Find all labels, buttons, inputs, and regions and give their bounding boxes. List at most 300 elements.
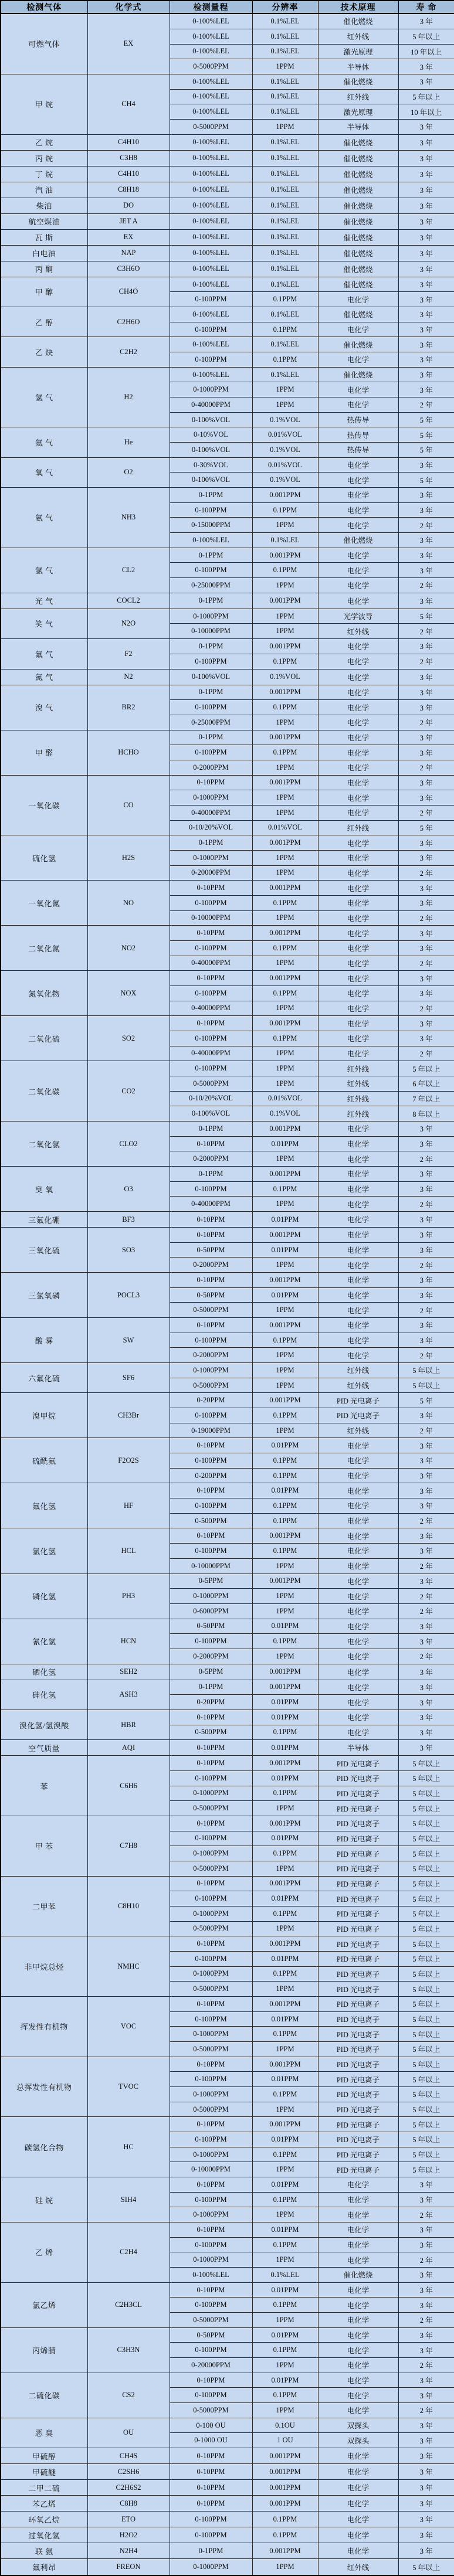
lifespan-cell: 3 年 bbox=[398, 775, 454, 790]
chemical-formula-cell: C2SH6 bbox=[87, 2464, 170, 2480]
chemical-formula-cell: SO3 bbox=[87, 1228, 170, 1273]
principle-cell: 电化学 bbox=[318, 457, 398, 473]
table-row bbox=[1, 1228, 454, 1243]
range-cell: 0-40000PPM bbox=[170, 1197, 252, 1212]
principle-cell: 电化学 bbox=[318, 700, 398, 715]
range-cell: 0-100%LEL bbox=[170, 182, 252, 198]
table-row bbox=[1, 2418, 454, 2433]
lifespan-cell: 3 年 bbox=[398, 292, 454, 307]
principle-cell: 电化学 bbox=[318, 1318, 398, 1333]
chemical-formula-cell: HBR bbox=[87, 1710, 170, 1739]
range-cell: 0-10PPM bbox=[170, 1273, 252, 1288]
range-cell: 0-10PPM bbox=[170, 2448, 252, 2464]
resolution-cell: 0.001PPM bbox=[252, 1664, 318, 1680]
range-cell: 0-1PPM bbox=[170, 1122, 252, 1137]
range-cell: 0-10%VOL bbox=[170, 427, 252, 443]
table-row bbox=[1, 881, 454, 896]
resolution-cell: 0.01PPM bbox=[252, 1710, 318, 1725]
principle-cell: 电化学 bbox=[318, 985, 398, 1001]
resolution-cell: 1PPM bbox=[252, 956, 318, 971]
range-cell: 0-100PPM bbox=[170, 1831, 252, 1846]
resolution-cell: 0.1%VOL bbox=[252, 669, 318, 685]
table-row bbox=[1, 166, 454, 182]
lifespan-cell: 3 年 bbox=[398, 1528, 454, 1544]
lifespan-cell: 3 年 bbox=[398, 548, 454, 563]
range-cell: 0-100PPM bbox=[170, 1061, 252, 1076]
principle-cell: 电化学 bbox=[318, 745, 398, 760]
chemical-formula-cell: EX bbox=[87, 229, 170, 245]
principle-cell: 电化学 bbox=[318, 1528, 398, 1544]
principle-cell: 电化学 bbox=[318, 1603, 398, 1619]
principle-cell: 催化燃烧 bbox=[318, 277, 398, 292]
resolution-cell: 0.001PPM bbox=[252, 971, 318, 986]
range-cell: 0-50PPM bbox=[170, 2327, 252, 2343]
range-cell: 0-100%LEL bbox=[170, 2268, 252, 2283]
range-cell: 0-1000PPM bbox=[170, 1906, 252, 1921]
resolution-cell: 0.01PPM bbox=[252, 1483, 318, 1498]
principle-cell: 红外线 bbox=[318, 2559, 398, 2575]
lifespan-cell: 2 年 bbox=[398, 715, 454, 730]
resolution-cell: 0.001PPM bbox=[252, 2543, 318, 2559]
lifespan-cell: 5 年以上 bbox=[398, 1936, 454, 1952]
range-cell: 0-100%LEL bbox=[170, 229, 252, 245]
gas-name-cell: 笑 气 bbox=[1, 609, 87, 638]
resolution-cell: 1PPM bbox=[252, 1001, 318, 1016]
lifespan-cell: 3 年 bbox=[398, 1468, 454, 1483]
resolution-cell: 0.01PPM bbox=[252, 1136, 318, 1151]
chemical-formula-cell: C4H10 bbox=[87, 134, 170, 150]
lifespan-cell: 3 年 bbox=[398, 1408, 454, 1423]
resolution-cell: 1PPM bbox=[252, 1197, 318, 1212]
resolution-cell: 1PPM bbox=[252, 1423, 318, 1438]
lifespan-cell: 3 年 bbox=[398, 1318, 454, 1333]
lifespan-cell: 5 年 bbox=[398, 412, 454, 427]
resolution-cell: 1PPM bbox=[252, 2102, 318, 2117]
range-cell: 0-100PPM bbox=[170, 563, 252, 578]
resolution-cell: 0.1PPM bbox=[252, 2343, 318, 2358]
resolution-cell: 1PPM bbox=[252, 760, 318, 775]
principle-cell: 电化学 bbox=[318, 1181, 398, 1197]
lifespan-cell: 3 年 bbox=[398, 730, 454, 745]
lifespan-cell: 3 年 bbox=[398, 13, 454, 29]
chemical-formula-cell: C4H10 bbox=[87, 166, 170, 182]
resolution-cell: 0.1PPM bbox=[252, 1333, 318, 1348]
lifespan-cell: 5 年以上 bbox=[398, 1951, 454, 1966]
resolution-cell: 0.1PPM bbox=[252, 940, 318, 956]
table-row bbox=[1, 2480, 454, 2496]
principle-cell: 电化学 bbox=[318, 654, 398, 669]
lifespan-cell: 3 年 bbox=[398, 59, 454, 74]
principle-cell: 电化学 bbox=[318, 1303, 398, 1318]
range-cell: 0-100PPM bbox=[170, 985, 252, 1001]
gas-name-cell: 磷化氢 bbox=[1, 1574, 87, 1619]
lifespan-cell: 3 年 bbox=[398, 1242, 454, 1258]
gas-name-cell: 三氯氧磷 bbox=[1, 1273, 87, 1318]
resolution-cell: 0.1%VOL bbox=[252, 473, 318, 488]
principle-cell: 电化学 bbox=[318, 1438, 398, 1453]
table-row bbox=[1, 213, 454, 229]
lifespan-cell: 3 年 bbox=[398, 1498, 454, 1514]
principle-cell: 红外线 bbox=[318, 1061, 398, 1076]
table-row bbox=[1, 2559, 454, 2575]
chemical-formula-cell: C2H6S2 bbox=[87, 2480, 170, 2496]
resolution-cell: 1PPM bbox=[252, 1603, 318, 1619]
principle-cell: PID 光电离子 bbox=[318, 1408, 398, 1423]
range-cell: 0-20PPM bbox=[170, 1695, 252, 1710]
resolution-cell: 0.1%LEL bbox=[252, 44, 318, 59]
lifespan-cell: 3 年 bbox=[398, 835, 454, 851]
range-cell: 0-1000PPM bbox=[170, 382, 252, 397]
gas-name-cell: 溴化氢/氢溴酸 bbox=[1, 1710, 87, 1739]
resolution-cell: 0.1PPM bbox=[252, 1453, 318, 1469]
principle-cell: PID 光电离子 bbox=[318, 1846, 398, 1861]
chemical-formula-cell: C2H6O bbox=[87, 307, 170, 337]
chemical-formula-cell: O3 bbox=[87, 1167, 170, 1212]
range-cell: 0-100PPM bbox=[170, 654, 252, 669]
principle-cell: 电化学 bbox=[318, 1483, 398, 1498]
chemical-formula-cell: VOC bbox=[87, 1997, 170, 2057]
resolution-cell: 1PPM bbox=[252, 1303, 318, 1318]
resolution-cell: 0.01PPM bbox=[252, 2132, 318, 2147]
gas-name-cell: 溴 气 bbox=[1, 685, 87, 730]
gas-name-cell: 苯 bbox=[1, 1756, 87, 1816]
resolution-cell: 1PPM bbox=[252, 609, 318, 624]
range-cell: 0-10PPM bbox=[170, 2464, 252, 2480]
resolution-cell: 0.001PPM bbox=[252, 2448, 318, 2464]
principle-cell: PID 光电离子 bbox=[318, 1951, 398, 1966]
table-row bbox=[1, 229, 454, 245]
lifespan-cell: 2 年 bbox=[398, 760, 454, 775]
resolution-cell: 0.1PPM bbox=[252, 322, 318, 337]
lifespan-cell: 3 年 bbox=[398, 74, 454, 89]
principle-cell: PID 光电离子 bbox=[318, 2027, 398, 2042]
table-row bbox=[1, 1016, 454, 1031]
range-cell: 0-100PPM bbox=[170, 2011, 252, 2027]
chemical-formula-cell: CH4 bbox=[87, 74, 170, 134]
lifespan-cell: 2 年 bbox=[398, 1558, 454, 1574]
gas-name-cell: 乙 烷 bbox=[1, 134, 87, 150]
range-cell: 0-50PPM bbox=[170, 1242, 252, 1258]
lifespan-cell: 5 年 bbox=[398, 1393, 454, 1408]
principle-cell: 电化学 bbox=[318, 548, 398, 563]
lifespan-cell: 5 年以上 bbox=[398, 1906, 454, 1921]
range-cell: 0-10PPM bbox=[170, 881, 252, 896]
principle-cell: 电化学 bbox=[318, 2403, 398, 2418]
lifespan-cell: 3 年 bbox=[398, 1136, 454, 1151]
principle-cell: 催化燃烧 bbox=[318, 182, 398, 198]
principle-cell: 电化学 bbox=[318, 2358, 398, 2373]
principle-cell: 红外线 bbox=[318, 1106, 398, 1122]
principle-cell: 电化学 bbox=[318, 910, 398, 926]
range-cell: 0-5000PPM bbox=[170, 1076, 252, 1091]
principle-cell: PID 光电离子 bbox=[318, 2011, 398, 2027]
range-cell: 0-100%LEL bbox=[170, 13, 252, 29]
chemical-formula-cell: CS2 bbox=[87, 2373, 170, 2418]
principle-cell: 催化燃烧 bbox=[318, 245, 398, 261]
range-cell: 0-1000PPM bbox=[170, 2147, 252, 2162]
resolution-cell: 0.01PPM bbox=[252, 1951, 318, 1966]
gas-name-cell: 碳氢化合物 bbox=[1, 2117, 87, 2177]
lifespan-cell: 8 年以上 bbox=[398, 1106, 454, 1122]
resolution-cell: 0.1PPM bbox=[252, 1725, 318, 1740]
resolution-cell: 1PPM bbox=[252, 1378, 318, 1393]
lifespan-cell: 3 年 bbox=[398, 533, 454, 548]
table-row bbox=[1, 775, 454, 790]
range-cell: 0-100PPM bbox=[170, 895, 252, 910]
table-row bbox=[1, 2448, 454, 2464]
chemical-formula-cell: SF6 bbox=[87, 1363, 170, 1393]
lifespan-cell: 3 年 bbox=[398, 1287, 454, 1303]
range-cell: 0-1PPM bbox=[170, 1167, 252, 1182]
table-row bbox=[1, 2327, 454, 2343]
lifespan-cell: 2 年 bbox=[398, 910, 454, 926]
range-cell: 0-100PPM bbox=[170, 1634, 252, 1649]
table-row bbox=[1, 1167, 454, 1182]
lifespan-cell: 5 年以上 bbox=[398, 2027, 454, 2042]
range-cell: 0-100%LEL bbox=[170, 245, 252, 261]
table-row bbox=[1, 2373, 454, 2388]
lifespan-cell: 3 年 bbox=[398, 2543, 454, 2559]
table-row bbox=[1, 2057, 454, 2072]
principle-cell: 电化学 bbox=[318, 322, 398, 337]
principle-cell: 电化学 bbox=[318, 1273, 398, 1288]
lifespan-cell: 5 年以上 bbox=[398, 2147, 454, 2162]
range-cell: 0-10PPM bbox=[170, 2282, 252, 2298]
principle-cell: 电化学 bbox=[318, 2464, 398, 2480]
chemical-formula-cell: NH3 bbox=[87, 488, 170, 548]
lifespan-cell: 5 年以上 bbox=[398, 2162, 454, 2177]
column-header-4: 技术原理 bbox=[318, 1, 398, 13]
lifespan-cell: 2 年 bbox=[398, 654, 454, 669]
principle-cell: 电化学 bbox=[318, 1046, 398, 1061]
principle-cell: PID 光电离子 bbox=[318, 2057, 398, 2072]
resolution-cell: 0.001PPM bbox=[252, 2117, 318, 2132]
range-cell: 0-5000PPM bbox=[170, 1921, 252, 1936]
resolution-cell: 0.001PPM bbox=[252, 1574, 318, 1589]
principle-cell: 电化学 bbox=[318, 2313, 398, 2328]
resolution-cell: 0.1PPM bbox=[252, 700, 318, 715]
range-cell: 0-10PPM bbox=[170, 1438, 252, 1453]
range-cell: 0-100PPM bbox=[170, 1891, 252, 1906]
range-cell: 0-5000PPM bbox=[170, 1378, 252, 1393]
chemical-formula-cell: SIH4 bbox=[87, 2177, 170, 2222]
resolution-cell: 1PPM bbox=[252, 2559, 318, 2575]
lifespan-cell: 3 年 bbox=[398, 1725, 454, 1740]
principle-cell: PID 光电离子 bbox=[318, 2117, 398, 2132]
range-cell: 0-100PPM bbox=[170, 1951, 252, 1966]
principle-cell: 电化学 bbox=[318, 1031, 398, 1046]
table-row bbox=[1, 1756, 454, 1771]
range-cell: 0-100%VOL bbox=[170, 412, 252, 427]
gas-name-cell: 酸 雾 bbox=[1, 1318, 87, 1363]
resolution-cell: 0.1PPM bbox=[252, 2087, 318, 2102]
range-cell: 0-100PPM bbox=[170, 2343, 252, 2358]
lifespan-cell: 3 年 bbox=[398, 1740, 454, 1756]
resolution-cell: 0.1PPM bbox=[252, 1031, 318, 1046]
principle-cell: 电化学 bbox=[318, 1228, 398, 1243]
chemical-formula-cell: HCHO bbox=[87, 730, 170, 775]
principle-cell: 电化学 bbox=[318, 940, 398, 956]
principle-cell: 半导体 bbox=[318, 59, 398, 74]
range-cell: 0-2000PPM bbox=[170, 1649, 252, 1664]
resolution-cell: 1PPM bbox=[252, 1076, 318, 1091]
lifespan-cell: 5 年以上 bbox=[398, 1756, 454, 1771]
lifespan-cell: 3 年 bbox=[398, 700, 454, 715]
gas-name-cell: 甲 醇 bbox=[1, 277, 87, 307]
lifespan-cell: 3 年 bbox=[398, 940, 454, 956]
range-cell: 0-100PPM bbox=[170, 1498, 252, 1514]
range-cell: 0-5000PPM bbox=[170, 1801, 252, 1816]
range-cell: 0-10PPM bbox=[170, 2057, 252, 2072]
lifespan-cell: 3 年 bbox=[398, 639, 454, 654]
principle-cell: 电化学 bbox=[318, 1167, 398, 1182]
principle-cell: PID 光电离子 bbox=[318, 1770, 398, 1786]
principle-cell: 激光原理 bbox=[318, 44, 398, 59]
range-cell: 0-1PPM bbox=[170, 2543, 252, 2559]
range-cell: 0-100%LEL bbox=[170, 198, 252, 213]
table-row bbox=[1, 2117, 454, 2132]
range-cell: 0-50PPM bbox=[170, 1619, 252, 1634]
resolution-cell: 0.1PPM bbox=[252, 1634, 318, 1649]
lifespan-cell: 5 年以上 bbox=[398, 1378, 454, 1393]
gas-name-cell: 氯乙烯 bbox=[1, 2282, 87, 2327]
resolution-cell: 0.01PPM bbox=[252, 2373, 318, 2388]
principle-cell: 红外线 bbox=[318, 1378, 398, 1393]
range-cell: 0-100PPM bbox=[170, 2512, 252, 2527]
gas-name-cell: 乙 烯 bbox=[1, 2222, 87, 2283]
resolution-cell: 1PPM bbox=[252, 865, 318, 881]
principle-cell: 电化学 bbox=[318, 2512, 398, 2527]
lifespan-cell: 3 年 bbox=[398, 563, 454, 578]
range-cell: 0-100PPM bbox=[170, 700, 252, 715]
range-cell: 0-15000PPM bbox=[170, 518, 252, 533]
principle-cell: 电化学 bbox=[318, 563, 398, 578]
table-row bbox=[1, 609, 454, 624]
range-cell: 0-100PPM bbox=[170, 292, 252, 307]
resolution-cell: 0.1PPM bbox=[252, 1498, 318, 1514]
principle-cell: 电化学 bbox=[318, 488, 398, 503]
gas-name-cell: 二氧化氮 bbox=[1, 926, 87, 971]
principle-cell: 电化学 bbox=[318, 865, 398, 881]
range-cell: 0-100%LEL bbox=[170, 307, 252, 322]
resolution-cell: 0.1%LEL bbox=[252, 150, 318, 166]
table-row bbox=[1, 1619, 454, 1634]
chemical-formula-cell: ETO bbox=[87, 2512, 170, 2527]
resolution-cell: 0.1PPM bbox=[252, 1468, 318, 1483]
table-row bbox=[1, 2512, 454, 2527]
resolution-cell: 0.1%LEL bbox=[252, 198, 318, 213]
principle-cell: 电化学 bbox=[318, 956, 398, 971]
lifespan-cell: 3 年 bbox=[398, 182, 454, 198]
resolution-cell: 0.1%VOL bbox=[252, 1106, 318, 1122]
lifespan-cell: 3 年 bbox=[398, 926, 454, 941]
resolution-cell: 0.01PPM bbox=[252, 2327, 318, 2343]
chemical-formula-cell: EX bbox=[87, 13, 170, 74]
resolution-cell: 1PPM bbox=[252, 1061, 318, 1076]
resolution-cell: 0.01PPM bbox=[252, 1831, 318, 1846]
lifespan-cell: 3 年 bbox=[398, 2343, 454, 2358]
lifespan-cell: 3 年 bbox=[398, 2433, 454, 2448]
chemical-formula-cell: COCL2 bbox=[87, 593, 170, 609]
range-cell: 0-100PPM bbox=[170, 322, 252, 337]
resolution-cell: 0.01PPM bbox=[252, 1438, 318, 1453]
resolution-cell: 0.1PPM bbox=[252, 1408, 318, 1423]
principle-cell: 电化学 bbox=[318, 1468, 398, 1483]
range-cell: 0-1PPM bbox=[170, 685, 252, 700]
resolution-cell: 1PPM bbox=[252, 1801, 318, 1816]
resolution-cell: 1PPM bbox=[252, 624, 318, 639]
range-cell: 0-100%VOL bbox=[170, 1106, 252, 1122]
lifespan-cell: 5 年 bbox=[398, 820, 454, 835]
gas-name-cell: 总挥发性有机物 bbox=[1, 2057, 87, 2117]
principle-cell: 电化学 bbox=[318, 669, 398, 685]
gas-name-cell: 氰化氢 bbox=[1, 1619, 87, 1664]
chemical-formula-cell: NAP bbox=[87, 245, 170, 261]
principle-cell: 电化学 bbox=[318, 502, 398, 518]
principle-cell: 电化学 bbox=[318, 926, 398, 941]
lifespan-cell: 3 年 bbox=[398, 150, 454, 166]
table-row bbox=[1, 1212, 454, 1228]
range-cell: 0-10PPM bbox=[170, 2496, 252, 2512]
lifespan-cell: 2 年 bbox=[398, 2313, 454, 2328]
chemical-formula-cell: C3H6O bbox=[87, 261, 170, 277]
resolution-cell: 1PPM bbox=[252, 59, 318, 74]
range-cell: 0-1000PPM bbox=[170, 2087, 252, 2102]
chemical-formula-cell: F2 bbox=[87, 639, 170, 669]
lifespan-cell: 3 年 bbox=[398, 2192, 454, 2207]
range-cell: 0-1000 OU bbox=[170, 2433, 252, 2448]
range-cell: 0-100PPM bbox=[170, 1544, 252, 1559]
resolution-cell: 0.01PPM bbox=[252, 2072, 318, 2087]
range-cell: 0-2000PPM bbox=[170, 760, 252, 775]
column-header-0: 检测气体 bbox=[1, 1, 87, 13]
table-row bbox=[1, 150, 454, 166]
resolution-cell: 0.01PPM bbox=[252, 2282, 318, 2298]
chemical-formula-cell: C2H3CL bbox=[87, 2282, 170, 2327]
range-cell: 0-5000PPM bbox=[170, 119, 252, 134]
resolution-cell: 1PPM bbox=[252, 850, 318, 865]
chemical-formula-cell: C2H2 bbox=[87, 337, 170, 367]
lifespan-cell: 2 年 bbox=[398, 1348, 454, 1363]
chemical-formula-cell: PH3 bbox=[87, 1574, 170, 1619]
resolution-cell: 0.1PPM bbox=[252, 1181, 318, 1197]
principle-cell: 电化学 bbox=[318, 2177, 398, 2193]
resolution-cell: 1PPM bbox=[252, 119, 318, 134]
resolution-cell: 0.1%LEL bbox=[252, 307, 318, 322]
gas-name-cell: 溴甲烷 bbox=[1, 1393, 87, 1438]
principle-cell: 电化学 bbox=[318, 1710, 398, 1725]
gas-name-cell: 二甲二硫 bbox=[1, 2480, 87, 2496]
range-cell: 0-10PPM bbox=[170, 1876, 252, 1891]
range-cell: 0-1000PPM bbox=[170, 2252, 252, 2268]
principle-cell: PID 光电离子 bbox=[318, 1936, 398, 1952]
gas-name-cell: 二甲苯 bbox=[1, 1876, 87, 1936]
principle-cell: 红外线 bbox=[318, 1363, 398, 1378]
principle-cell: 电化学 bbox=[318, 1695, 398, 1710]
lifespan-cell: 5 年以上 bbox=[398, 1982, 454, 1997]
lifespan-cell: 3 年 bbox=[398, 895, 454, 910]
table-row bbox=[1, 835, 454, 851]
resolution-cell: 1PPM bbox=[252, 2358, 318, 2373]
range-cell: 0-5000PPM bbox=[170, 1861, 252, 1876]
lifespan-cell: 5 年以上 bbox=[398, 1061, 454, 1076]
gas-name-cell: 二氧化氯 bbox=[1, 1122, 87, 1167]
lifespan-cell: 10 年以上 bbox=[398, 104, 454, 120]
chemical-formula-cell: HC bbox=[87, 2117, 170, 2177]
principle-cell: PID 光电离子 bbox=[318, 2147, 398, 2162]
table-row bbox=[1, 669, 454, 685]
principle-cell: 电化学 bbox=[318, 1498, 398, 1514]
